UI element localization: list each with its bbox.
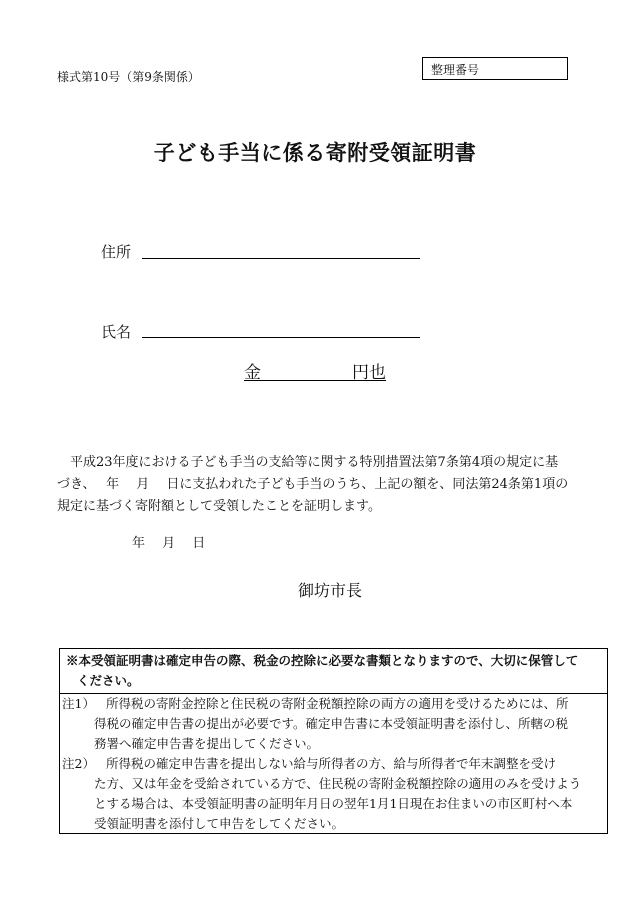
note-2 <box>60 754 607 834</box>
form-number: 様式第10号（第9条関係） <box>57 70 200 84</box>
note-1 <box>60 694 607 754</box>
note-line: 得税の確定申告書の提出が必要です。確定申告書に本受領証明書を添付し、所轄の税 <box>94 716 569 731</box>
amount-suffix: 円也 <box>352 363 386 383</box>
address-field-line[interactable] <box>142 258 420 259</box>
warning-line: ください。 <box>77 673 140 688</box>
note-label: 注2） <box>62 756 95 771</box>
note-line: 受領証明書を添付して申告をしてください。 <box>94 816 345 831</box>
issuer-name: 御坊市長 <box>298 581 363 600</box>
note-line: た方、又は年金を受給されている方で、住民税の寄附金税額控除の適用のみを受けよう <box>94 776 582 791</box>
name-label: 氏名 <box>101 323 132 341</box>
notes-box <box>59 648 608 834</box>
reference-number-box[interactable] <box>422 57 568 80</box>
name-field-line[interactable] <box>142 337 420 338</box>
warning-line: ※本受領証明書は確定申告の際、税金の控除に必要な書類となりますので、大切に保管して <box>66 653 579 668</box>
address-label: 住所 <box>101 243 132 261</box>
note-line: 所得税の確定申告書を提出しない給与所得者の方、給与所得者で年末調整を受け <box>106 756 557 771</box>
body-line: 規定に基づく寄附額として受領したことを証明します。 <box>57 499 381 514</box>
donation-amount[interactable] <box>244 358 386 381</box>
note-label: 注1） <box>62 696 95 711</box>
note-line: とする場合は、本受領証明書の証明年月日の翌年1月1日現在お住まいの市区町村へ本 <box>94 796 573 811</box>
reference-number-label: 整理番号 <box>431 63 480 77</box>
note-line: 所得税の寄附金控除と住民税の寄附金税額控除の両方の適用を受けるためには、所 <box>106 696 569 711</box>
body-line: 平成23年度における子ども手当の支給等に関する特別措置法第7条第4項の規定に基 <box>70 455 559 470</box>
certification-date: 年 月 日 <box>132 536 206 551</box>
storage-warning <box>60 649 607 694</box>
amount-prefix: 金 <box>244 363 261 383</box>
body-line: づき、 年 月 日に支払われた子ども手当のうち、上記の額を、同法第24条第1項の <box>57 477 569 492</box>
certification-paragraph <box>57 452 587 518</box>
note-line: 務署へ確定申告書を提出してください。 <box>94 736 320 751</box>
document-title: 子ども手当に係る寄附受領証明書 <box>153 140 477 165</box>
